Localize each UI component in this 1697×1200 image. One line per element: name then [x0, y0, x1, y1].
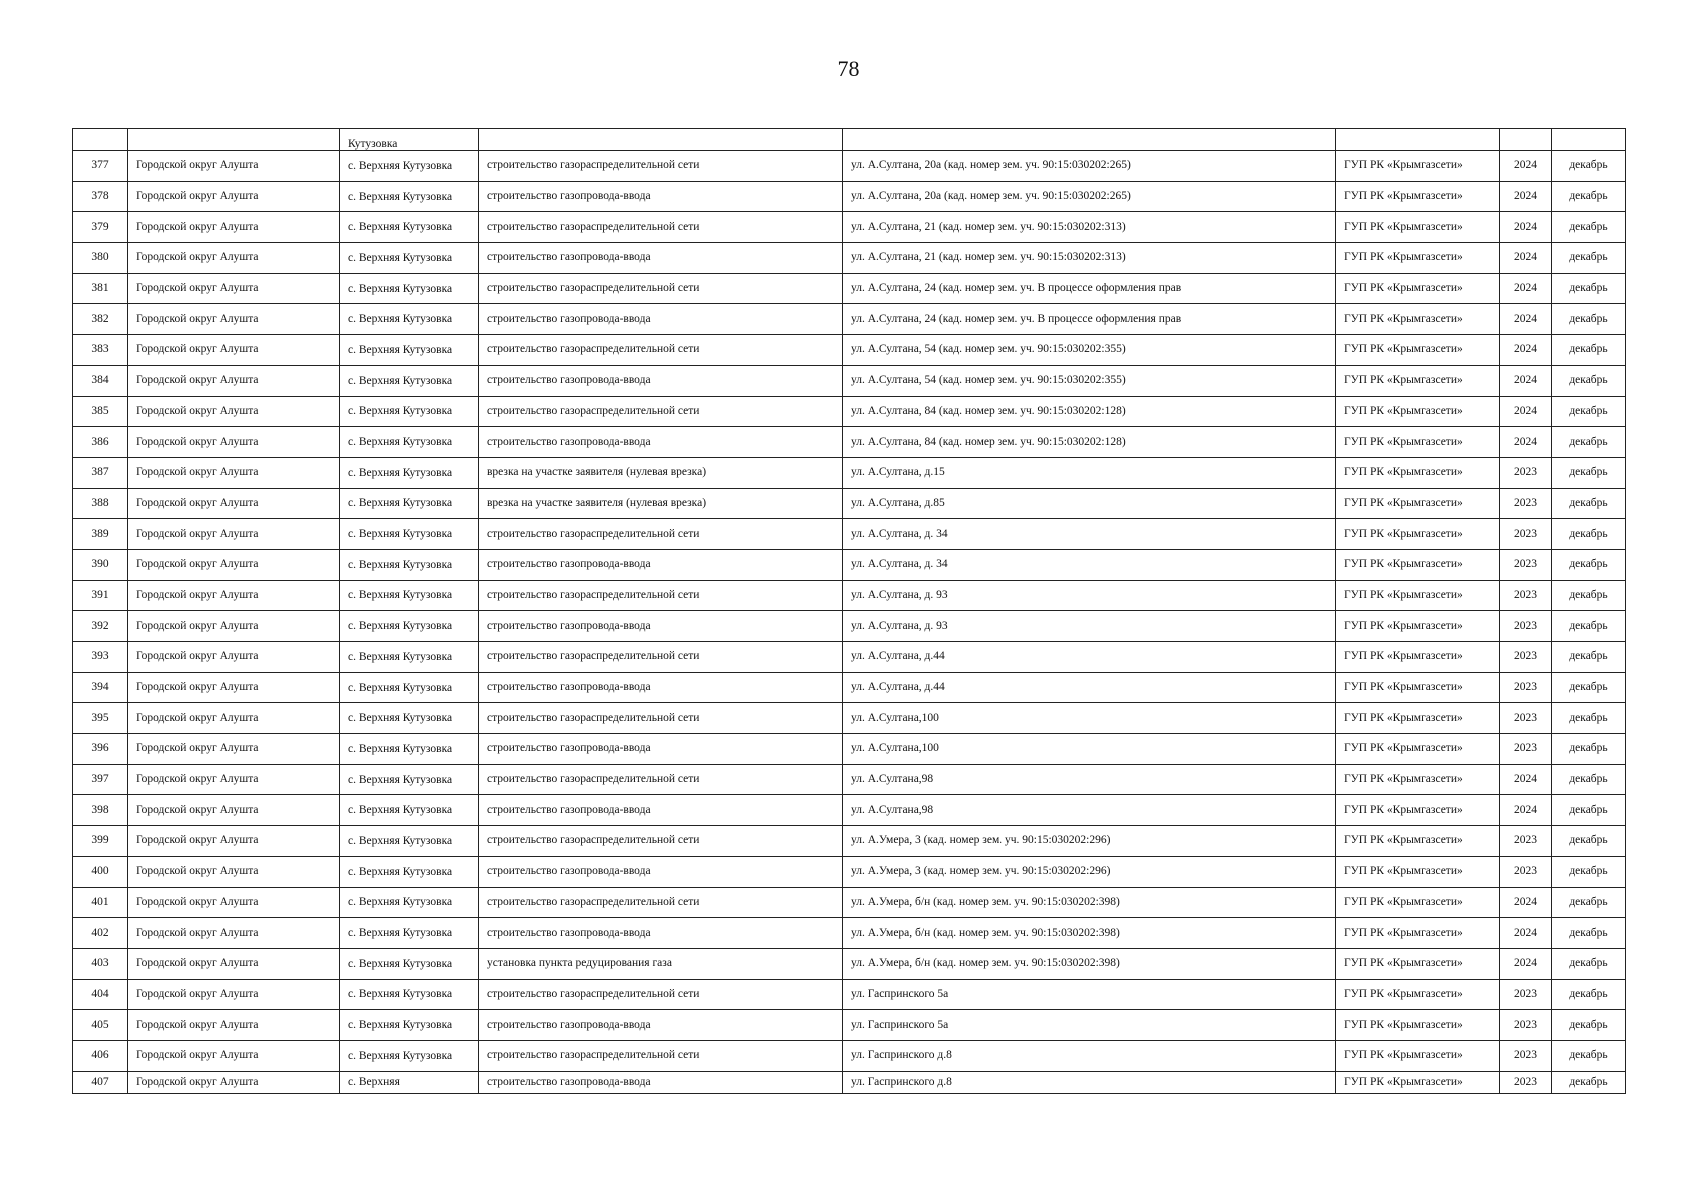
cell-no: 390: [73, 549, 128, 580]
table-row: [73, 642, 1626, 673]
cell-org: ГУП РК «Крымгазсети»: [1336, 979, 1500, 1010]
cell-work: строительство газораспределительной сети: [479, 826, 843, 857]
cell-year: 2023: [1500, 611, 1552, 642]
cell-year: 2024: [1500, 887, 1552, 918]
cell-village: с. Верхняя Кутузовка: [340, 734, 479, 765]
cell-no: 384: [73, 365, 128, 396]
table-row: [73, 764, 1626, 795]
cell-month: декабрь: [1552, 580, 1626, 611]
cell-month: декабрь: [1552, 1071, 1626, 1093]
cell-org: [1336, 129, 1500, 151]
cell-village: с. Верхняя Кутузовка: [340, 273, 479, 304]
cell-year: 2023: [1500, 672, 1552, 703]
cell-no: 382: [73, 304, 128, 335]
cell-year: 2024: [1500, 948, 1552, 979]
cell-org: ГУП РК «Крымгазсети»: [1336, 1040, 1500, 1071]
cell-address: ул. А.Султана, 24 (кад. номер зем. уч. В процессе оформления прав: [843, 304, 1336, 335]
cell-work: строительство газораспределительной сети: [479, 580, 843, 611]
cell-work: строительство газораспределительной сети: [479, 335, 843, 366]
cell-year: 2023: [1500, 1040, 1552, 1071]
cell-year: 2024: [1500, 764, 1552, 795]
cell-district: Городской округ Алушта: [128, 642, 340, 673]
cell-year: 2024: [1500, 243, 1552, 274]
cell-district: Городской округ Алушта: [128, 672, 340, 703]
cell-month: декабрь: [1552, 703, 1626, 734]
cell-address: ул. Гаспринского д.8: [843, 1040, 1336, 1071]
cell-district: [128, 129, 340, 151]
cell-month: декабрь: [1552, 734, 1626, 765]
table-row: [73, 611, 1626, 642]
cell-org: ГУП РК «Крымгазсети»: [1336, 672, 1500, 703]
cell-month: декабрь: [1552, 764, 1626, 795]
cell-org: ГУП РК «Крымгазсети»: [1336, 181, 1500, 212]
table-row: [73, 427, 1626, 458]
cell-address: ул. А.Султана, д. 34: [843, 519, 1336, 550]
cell-address: ул. А.Султана, д. 93: [843, 611, 1336, 642]
cell-address: ул. А.Султана, 84 (кад. номер зем. уч. 90:15:030202:128): [843, 396, 1336, 427]
table-row: [73, 304, 1626, 335]
cell-no: 405: [73, 1010, 128, 1041]
cell-no: 386: [73, 427, 128, 458]
table-row: [73, 580, 1626, 611]
cell-address: ул. А.Султана, д.44: [843, 672, 1336, 703]
cell-month: декабрь: [1552, 642, 1626, 673]
cell-address: ул. А.Умера, 3 (кад. номер зем. уч. 90:15:030202:296): [843, 826, 1336, 857]
cell-district: Городской округ Алушта: [128, 887, 340, 918]
cell-org: ГУП РК «Крымгазсети»: [1336, 273, 1500, 304]
cell-work: строительство газопровода-ввода: [479, 734, 843, 765]
cell-work: строительство газопровода-ввода: [479, 549, 843, 580]
cell-no: [73, 129, 128, 151]
cell-work: строительство газопровода-ввода: [479, 1010, 843, 1041]
cell-address: ул. А.Султана, 84 (кад. номер зем. уч. 90:15:030202:128): [843, 427, 1336, 458]
cell-address: ул. А.Умера, б/н (кад. номер зем. уч. 90:15:030202:398): [843, 918, 1336, 949]
cell-year: 2023: [1500, 826, 1552, 857]
cell-year: 2024: [1500, 212, 1552, 243]
cell-work: строительство газопровода-ввода: [479, 1071, 843, 1093]
cell-no: 399: [73, 826, 128, 857]
table-row: [73, 672, 1626, 703]
cell-work: строительство газораспределительной сети: [479, 396, 843, 427]
cell-address: [843, 129, 1336, 151]
cell-no: 391: [73, 580, 128, 611]
cell-month: декабрь: [1552, 611, 1626, 642]
cell-work: строительство газопровода-ввода: [479, 918, 843, 949]
cell-work: врезка на участке заявителя (нулевая врезка): [479, 457, 843, 488]
cell-month: декабрь: [1552, 1010, 1626, 1041]
cell-org: ГУП РК «Крымгазсети»: [1336, 488, 1500, 519]
cell-work: строительство газораспределительной сети: [479, 273, 843, 304]
cell-address: ул. А.Султана, 21 (кад. номер зем. уч. 90:15:030202:313): [843, 212, 1336, 243]
cell-no: 383: [73, 335, 128, 366]
cell-work: строительство газопровода-ввода: [479, 856, 843, 887]
cell-org: ГУП РК «Крымгазсети»: [1336, 703, 1500, 734]
cell-org: ГУП РК «Крымгазсети»: [1336, 457, 1500, 488]
cell-work: строительство газопровода-ввода: [479, 181, 843, 212]
cell-no: 406: [73, 1040, 128, 1071]
cell-org: ГУП РК «Крымгазсети»: [1336, 856, 1500, 887]
cell-district: Городской округ Алушта: [128, 1040, 340, 1071]
cell-org: ГУП РК «Крымгазсети»: [1336, 887, 1500, 918]
cell-district: Городской округ Алушта: [128, 151, 340, 182]
cell-org: ГУП РК «Крымгазсети»: [1336, 611, 1500, 642]
cell-org: ГУП РК «Крымгазсети»: [1336, 365, 1500, 396]
cell-work: строительство газопровода-ввода: [479, 243, 843, 274]
cell-village: с. Верхняя Кутузовка: [340, 488, 479, 519]
cell-village: с. Верхняя Кутузовка: [340, 427, 479, 458]
cell-year: 2024: [1500, 427, 1552, 458]
cell-village: с. Верхняя Кутузовка: [340, 549, 479, 580]
cell-district: Городской округ Алушта: [128, 427, 340, 458]
cell-address: ул. А.Султана, д.85: [843, 488, 1336, 519]
cell-district: Городской округ Алушта: [128, 764, 340, 795]
cell-no: 380: [73, 243, 128, 274]
cell-work: строительство газораспределительной сети: [479, 212, 843, 243]
cell-district: Городской округ Алушта: [128, 181, 340, 212]
cell-month: декабрь: [1552, 887, 1626, 918]
cell-work: строительство газопровода-ввода: [479, 304, 843, 335]
table-row: [73, 549, 1626, 580]
cell-work: строительство газопровода-ввода: [479, 427, 843, 458]
cell-village: с. Верхняя Кутузовка: [340, 304, 479, 335]
table-row: [73, 703, 1626, 734]
cell-year: 2023: [1500, 734, 1552, 765]
cell-district: Городской округ Алушта: [128, 580, 340, 611]
cell-address: ул. Гаспринского д.8: [843, 1071, 1336, 1093]
cell-village: с. Верхняя Кутузовка: [340, 457, 479, 488]
cell-org: ГУП РК «Крымгазсети»: [1336, 642, 1500, 673]
cell-work: строительство газораспределительной сети: [479, 764, 843, 795]
cell-year: 2023: [1500, 856, 1552, 887]
cell-no: 397: [73, 764, 128, 795]
cell-month: декабрь: [1552, 795, 1626, 826]
cell-district: Городской округ Алушта: [128, 856, 340, 887]
table-row: [73, 887, 1626, 918]
cell-year: 2023: [1500, 488, 1552, 519]
cell-month: декабрь: [1552, 365, 1626, 396]
table-row: [73, 918, 1626, 949]
cell-month: декабрь: [1552, 856, 1626, 887]
cell-year: 2023: [1500, 580, 1552, 611]
cell-village: с. Верхняя Кутузовка: [340, 672, 479, 703]
table-row: [73, 734, 1626, 765]
cell-work: строительство газопровода-ввода: [479, 611, 843, 642]
cell-no: 401: [73, 887, 128, 918]
cell-address: ул. А.Султана, 54 (кад. номер зем. уч. 90:15:030202:355): [843, 365, 1336, 396]
cell-village: с. Верхняя Кутузовка: [340, 795, 479, 826]
cell-year: 2023: [1500, 1071, 1552, 1093]
cell-month: декабрь: [1552, 519, 1626, 550]
cell-village: с. Верхняя Кутузовка: [340, 703, 479, 734]
cell-year: 2024: [1500, 918, 1552, 949]
cell-village: с. Верхняя Кутузовка: [340, 642, 479, 673]
cell-no: 407: [73, 1071, 128, 1093]
cell-village: с. Верхняя Кутузовка: [340, 979, 479, 1010]
cell-district: Городской округ Алушта: [128, 212, 340, 243]
cell-village: с. Верхняя Кутузовка: [340, 519, 479, 550]
cell-no: 379: [73, 212, 128, 243]
cell-work: строительство газопровода-ввода: [479, 795, 843, 826]
cell-district: Городской округ Алушта: [128, 979, 340, 1010]
table-row: [73, 212, 1626, 243]
cell-no: 389: [73, 519, 128, 550]
cell-village: с. Верхняя Кутузовка: [340, 918, 479, 949]
cell-year: 2023: [1500, 1010, 1552, 1041]
cell-month: декабрь: [1552, 243, 1626, 274]
cell-no: 385: [73, 396, 128, 427]
cell-no: 403: [73, 948, 128, 979]
cell-address: ул. А.Султана,100: [843, 703, 1336, 734]
cell-address: ул. А.Умера, б/н (кад. номер зем. уч. 90:15:030202:398): [843, 887, 1336, 918]
cell-address: ул. А.Султана,100: [843, 734, 1336, 765]
cell-year: 2024: [1500, 151, 1552, 182]
table-row: [73, 1010, 1626, 1041]
cell-village: с. Верхняя Кутузовка: [340, 764, 479, 795]
cell-village: с. Верхняя Кутузовка: [340, 181, 479, 212]
cell-district: Городской округ Алушта: [128, 826, 340, 857]
cell-address: ул. А.Умера, 3 (кад. номер зем. уч. 90:15:030202:296): [843, 856, 1336, 887]
cell-address: ул. А.Султана, д.15: [843, 457, 1336, 488]
cell-village: с. Верхняя Кутузовка: [340, 243, 479, 274]
cell-no: 387: [73, 457, 128, 488]
table-row: [73, 335, 1626, 366]
cell-village: с. Верхняя Кутузовка: [340, 335, 479, 366]
cell-address: ул. А.Султана, 21 (кад. номер зем. уч. 90:15:030202:313): [843, 243, 1336, 274]
cell-address: ул. А.Султана, д. 93: [843, 580, 1336, 611]
table-row: [73, 243, 1626, 274]
cell-village: с. Верхняя Кутузовка: [340, 948, 479, 979]
cell-org: ГУП РК «Крымгазсети»: [1336, 764, 1500, 795]
table-row: [73, 795, 1626, 826]
cell-month: декабрь: [1552, 948, 1626, 979]
cell-address: ул. А.Султана,98: [843, 764, 1336, 795]
cell-no: 381: [73, 273, 128, 304]
cell-no: 404: [73, 979, 128, 1010]
cell-month: декабрь: [1552, 273, 1626, 304]
cell-address: ул. А.Султана, д.44: [843, 642, 1336, 673]
cell-district: Городской округ Алушта: [128, 703, 340, 734]
cell-org: ГУП РК «Крымгазсети»: [1336, 795, 1500, 826]
cell-village: с. Верхняя Кутузовка: [340, 856, 479, 887]
cell-village: Кутузовка: [340, 129, 479, 151]
cell-year: 2024: [1500, 181, 1552, 212]
cell-month: декабрь: [1552, 335, 1626, 366]
cell-address: ул. А.Умера, б/н (кад. номер зем. уч. 90:15:030202:398): [843, 948, 1336, 979]
cell-year: 2024: [1500, 273, 1552, 304]
cell-district: Городской округ Алушта: [128, 948, 340, 979]
cell-no: 398: [73, 795, 128, 826]
cell-year: 2024: [1500, 335, 1552, 366]
cell-district: Городской округ Алушта: [128, 734, 340, 765]
cell-district: Городской округ Алушта: [128, 918, 340, 949]
cell-district: Городской округ Алушта: [128, 611, 340, 642]
cell-address: ул. А.Султана,98: [843, 795, 1336, 826]
cell-org: ГУП РК «Крымгазсети»: [1336, 427, 1500, 458]
cell-district: Городской округ Алушта: [128, 1071, 340, 1093]
cell-work: строительство газопровода-ввода: [479, 365, 843, 396]
cell-org: ГУП РК «Крымгазсети»: [1336, 212, 1500, 243]
cell-village: с. Верхняя Кутузовка: [340, 826, 479, 857]
cell-year: [1500, 129, 1552, 151]
cell-month: декабрь: [1552, 151, 1626, 182]
cell-village: с. Верхняя Кутузовка: [340, 151, 479, 182]
cell-address: ул. А.Султана, д. 34: [843, 549, 1336, 580]
cell-year: 2023: [1500, 979, 1552, 1010]
cell-district: Городской округ Алушта: [128, 457, 340, 488]
table-row: [73, 396, 1626, 427]
cell-address: ул. А.Султана, 24 (кад. номер зем. уч. В процессе оформления прав: [843, 273, 1336, 304]
cell-village: с. Верхняя Кутузовка: [340, 212, 479, 243]
cell-district: Городской округ Алушта: [128, 1010, 340, 1041]
cell-work: строительство газораспределительной сети: [479, 887, 843, 918]
table-row: [73, 1071, 1626, 1093]
cell-month: декабрь: [1552, 457, 1626, 488]
cell-year: 2023: [1500, 703, 1552, 734]
table-row: [73, 488, 1626, 519]
cell-district: Городской округ Алушта: [128, 335, 340, 366]
cell-work: строительство газораспределительной сети: [479, 979, 843, 1010]
cell-work: строительство газораспределительной сети: [479, 703, 843, 734]
cell-year: 2023: [1500, 549, 1552, 580]
table-row: [73, 365, 1626, 396]
cell-work: врезка на участке заявителя (нулевая врезка): [479, 488, 843, 519]
cell-year: 2024: [1500, 795, 1552, 826]
table-row: [73, 856, 1626, 887]
cell-village: с. Верхняя: [340, 1071, 479, 1093]
cell-org: ГУП РК «Крымгазсети»: [1336, 918, 1500, 949]
cell-work: строительство газораспределительной сети: [479, 642, 843, 673]
cell-address: ул. Гаспринского 5а: [843, 979, 1336, 1010]
cell-month: декабрь: [1552, 1040, 1626, 1071]
cell-org: ГУП РК «Крымгазсети»: [1336, 1010, 1500, 1041]
cell-month: декабрь: [1552, 304, 1626, 335]
gasification-table: [72, 128, 1626, 1094]
table-row: [73, 181, 1626, 212]
table-row: [73, 519, 1626, 550]
cell-district: Городской округ Алушта: [128, 396, 340, 427]
cell-month: [1552, 129, 1626, 151]
cell-month: декабрь: [1552, 918, 1626, 949]
table-row: [73, 948, 1626, 979]
cell-org: ГУП РК «Крымгазсети»: [1336, 826, 1500, 857]
cell-district: Городской округ Алушта: [128, 243, 340, 274]
cell-org: ГУП РК «Крымгазсети»: [1336, 734, 1500, 765]
cell-address: ул. А.Султана, 54 (кад. номер зем. уч. 90:15:030202:355): [843, 335, 1336, 366]
cell-year: 2024: [1500, 365, 1552, 396]
cell-work: строительство газораспределительной сети: [479, 519, 843, 550]
page-number: 78: [837, 56, 860, 81]
cell-district: Городской округ Алушта: [128, 795, 340, 826]
cell-year: 2024: [1500, 396, 1552, 427]
cell-no: 388: [73, 488, 128, 519]
cell-month: декабрь: [1552, 427, 1626, 458]
cell-org: ГУП РК «Крымгазсети»: [1336, 335, 1500, 366]
cell-work: строительство газораспределительной сети: [479, 1040, 843, 1071]
cell-no: 394: [73, 672, 128, 703]
cell-no: 392: [73, 611, 128, 642]
cell-village: с. Верхняя Кутузовка: [340, 365, 479, 396]
table-row: [73, 151, 1626, 182]
table-row: [73, 1040, 1626, 1071]
table-row-continuation: [73, 129, 1626, 151]
cell-village: с. Верхняя Кутузовка: [340, 1010, 479, 1041]
table-row: [73, 457, 1626, 488]
cell-year: 2023: [1500, 519, 1552, 550]
table-row: [73, 826, 1626, 857]
cell-month: декабрь: [1552, 396, 1626, 427]
table-row: [73, 273, 1626, 304]
cell-month: декабрь: [1552, 549, 1626, 580]
cell-org: ГУП РК «Крымгазсети»: [1336, 519, 1500, 550]
cell-year: 2023: [1500, 642, 1552, 673]
cell-no: 400: [73, 856, 128, 887]
cell-village: с. Верхняя Кутузовка: [340, 580, 479, 611]
cell-district: Городской округ Алушта: [128, 549, 340, 580]
cell-org: ГУП РК «Крымгазсети»: [1336, 151, 1500, 182]
cell-org: ГУП РК «Крымгазсети»: [1336, 549, 1500, 580]
cell-no: 393: [73, 642, 128, 673]
cell-no: 396: [73, 734, 128, 765]
cell-district: Городской округ Алушта: [128, 304, 340, 335]
cell-district: Городской округ Алушта: [128, 488, 340, 519]
cell-work: [479, 129, 843, 151]
cell-month: декабрь: [1552, 212, 1626, 243]
cell-month: декабрь: [1552, 672, 1626, 703]
cell-month: декабрь: [1552, 488, 1626, 519]
cell-org: ГУП РК «Крымгазсети»: [1336, 396, 1500, 427]
cell-month: декабрь: [1552, 979, 1626, 1010]
cell-year: 2024: [1500, 304, 1552, 335]
cell-address: ул. Гаспринского 5а: [843, 1010, 1336, 1041]
cell-no: 378: [73, 181, 128, 212]
cell-work: строительство газопровода-ввода: [479, 672, 843, 703]
cell-no: 402: [73, 918, 128, 949]
cell-no: 377: [73, 151, 128, 182]
cell-district: Городской округ Алушта: [128, 365, 340, 396]
cell-village: с. Верхняя Кутузовка: [340, 1040, 479, 1071]
cell-org: ГУП РК «Крымгазсети»: [1336, 243, 1500, 274]
cell-address: ул. А.Султана, 20а (кад. номер зем. уч. 90:15:030202:265): [843, 181, 1336, 212]
cell-district: Городской округ Алушта: [128, 273, 340, 304]
cell-district: Городской округ Алушта: [128, 519, 340, 550]
cell-month: декабрь: [1552, 181, 1626, 212]
cell-village: с. Верхняя Кутузовка: [340, 396, 479, 427]
cell-org: ГУП РК «Крымгазсети»: [1336, 304, 1500, 335]
cell-month: декабрь: [1552, 826, 1626, 857]
cell-org: ГУП РК «Крымгазсети»: [1336, 948, 1500, 979]
cell-year: 2023: [1500, 457, 1552, 488]
cell-no: 395: [73, 703, 128, 734]
cell-work: установка пункта редуцирования газа: [479, 948, 843, 979]
cell-org: ГУП РК «Крымгазсети»: [1336, 580, 1500, 611]
cell-address: ул. А.Султана, 20а (кад. номер зем. уч. 90:15:030202:265): [843, 151, 1336, 182]
cell-village: с. Верхняя Кутузовка: [340, 611, 479, 642]
table-row: [73, 979, 1626, 1010]
cell-org: ГУП РК «Крымгазсети»: [1336, 1071, 1500, 1093]
cell-village: с. Верхняя Кутузовка: [340, 887, 479, 918]
cell-work: строительство газораспределительной сети: [479, 151, 843, 182]
